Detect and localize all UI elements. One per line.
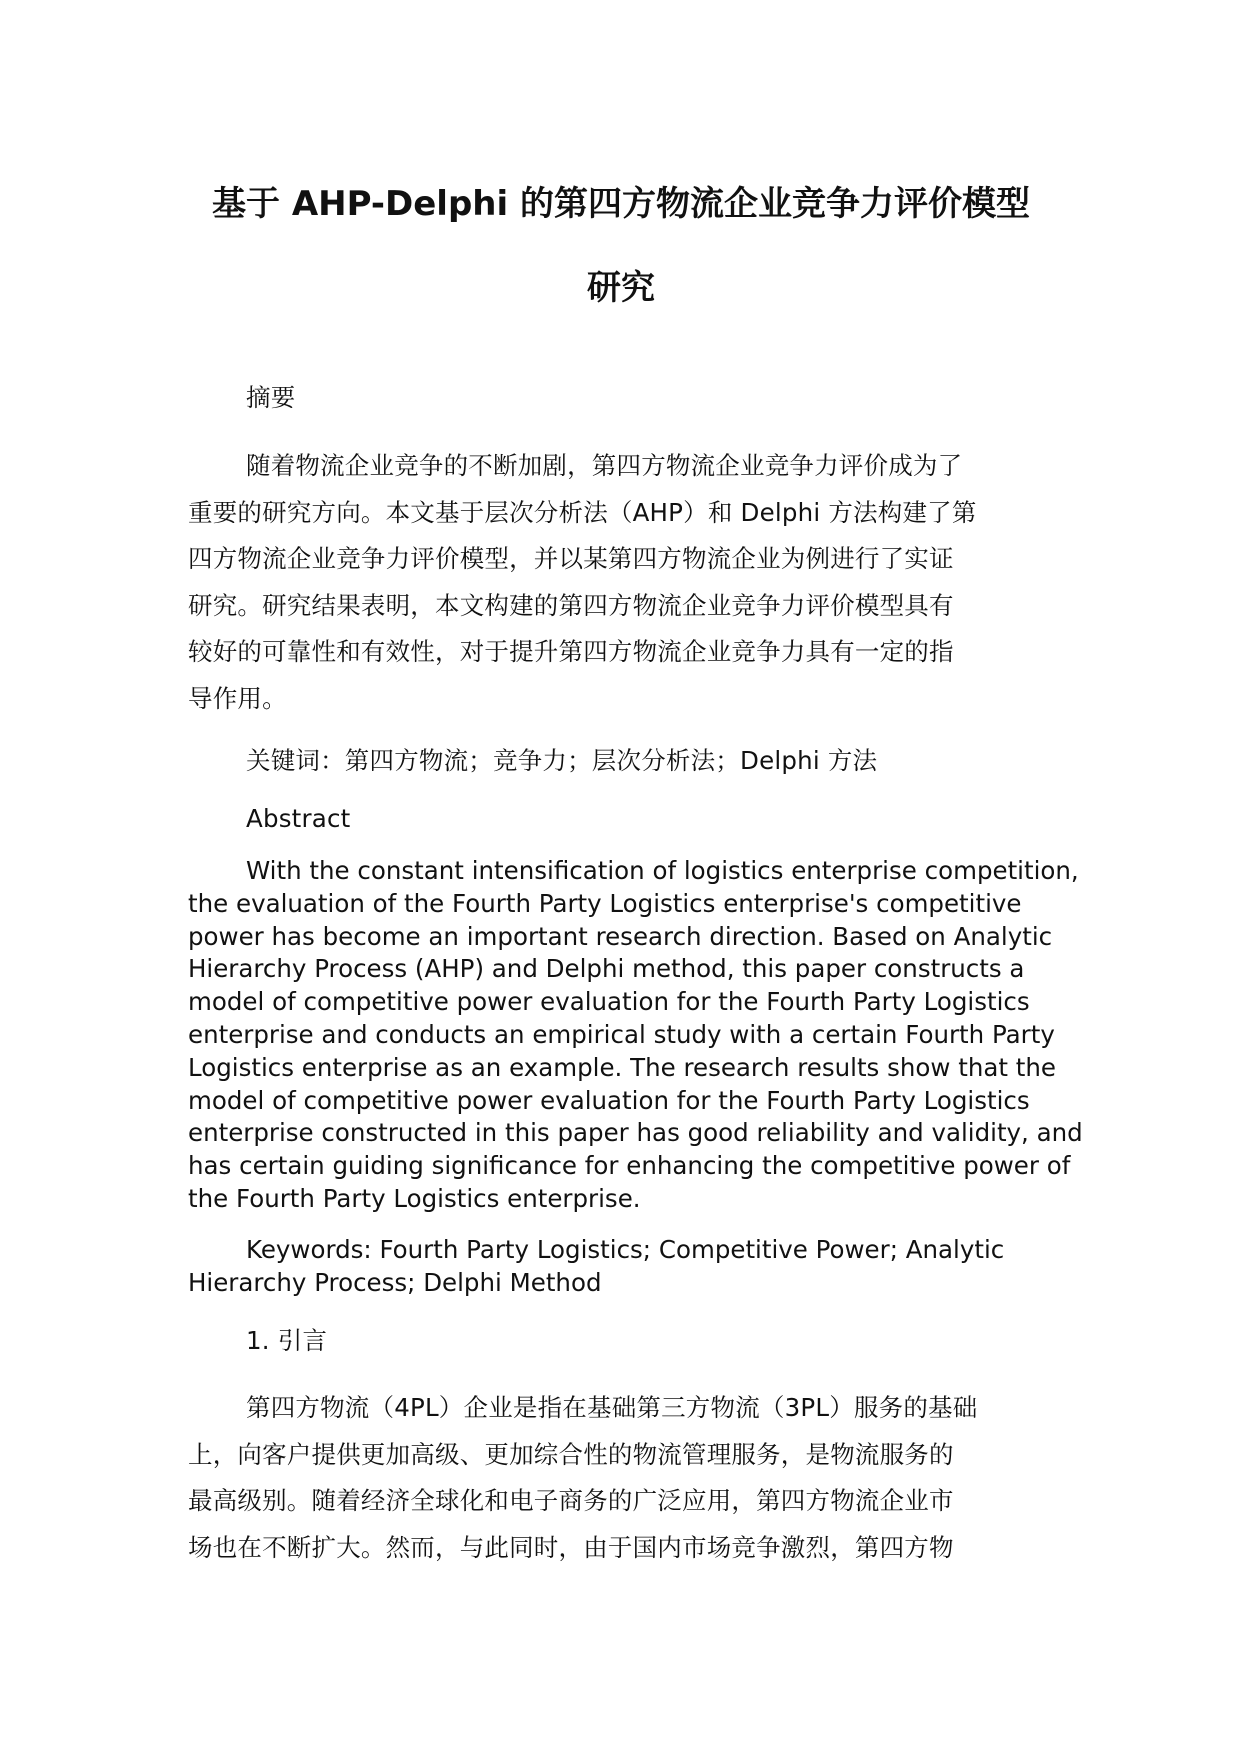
introduction-line: 第四方物流（4PL）企业是指在基础第三方物流（3PL）服务的基础 (246, 1393, 978, 1422)
keywords-zh: 关键词：第四方物流；竞争力；层次分析法；Delphi 方法 (246, 746, 878, 775)
abstract-zh-line: 研究。研究结果表明，本文构建的第四方物流企业竞争力评价模型具有 (188, 590, 954, 620)
abstract-en-line: Logistics enterprise as an example. The research results show that the (188, 1052, 1056, 1082)
paper-title-line-1: 基于 AHP-Delphi 的第四方物流企业竞争力评价模型 (211, 184, 1030, 224)
abstract-en-line: has certain guiding significance for enhancing the competitive power of (188, 1151, 1071, 1181)
introduction-line: 场也在不断扩大。然而，与此同时，由于国内市场竞争激烈，第四方物 (188, 1532, 954, 1562)
keywords-en-line: Keywords: Fourth Party Logistics; Competitive Power; Analytic (246, 1235, 1005, 1264)
abstract-en-line: With the constant intensification of logistics enterprise competition, (246, 856, 1079, 885)
introduction-line: 上，向客户提供更加高级、更加综合性的物流管理服务，是物流服务的 (188, 1439, 954, 1469)
keywords-en-line: Hierarchy Process; Delphi Method (188, 1267, 602, 1297)
abstract-en-line: enterprise and conducts an empirical study with a certain Fourth Party (188, 1019, 1055, 1049)
abstract-en-heading: Abstract (246, 804, 351, 833)
abstract-zh-heading: 摘要 (246, 383, 296, 412)
introduction-body (188, 1385, 1054, 1571)
abstract-en-line: power has become an important research direction. Based on Analytic (188, 921, 1053, 951)
keywords-en (188, 1234, 1054, 1300)
abstract-en-body (188, 855, 1083, 1216)
abstract-en-line: model of competitive power evaluation for the Fourth Party Logistics (188, 1085, 1030, 1115)
abstract-zh-line: 导作用。 (188, 683, 287, 713)
abstract-en-line: the Fourth Party Logistics enterprise. (188, 1183, 641, 1213)
abstract-zh-body (188, 443, 1054, 722)
abstract-zh-line: 四方物流企业竞争力评价模型，并以某第四方物流企业为例进行了实证 (188, 544, 954, 573)
abstract-zh-line: 重要的研究方向。本文基于层次分析法（AHP）和 Delphi 方法构建了第 (188, 497, 977, 527)
abstract-zh-line: 随着物流企业竞争的不断加剧，第四方物流企业竞争力评价成为了 (246, 451, 963, 480)
abstract-en-line: enterprise constructed in this paper has good reliability and validity, and (188, 1118, 1083, 1148)
paper-title-line-2: 研究 (587, 268, 655, 308)
section-heading-introduction: 1. 引言 (246, 1326, 328, 1355)
introduction-line: 最高级别。随着经济全球化和电子商务的广泛应用，第四方物流企业市 (188, 1486, 954, 1515)
abstract-en-line: the evaluation of the Fourth Party Logistics enterprise's competitive (188, 888, 1022, 918)
abstract-zh-line: 较好的可靠性和有效性，对于提升第四方物流企业竞争力具有一定的指 (188, 637, 954, 666)
abstract-en-line: model of competitive power evaluation for the Fourth Party Logistics (188, 987, 1030, 1017)
abstract-en-line: Hierarchy Process (AHP) and Delphi method, this paper constructs a (188, 954, 1025, 984)
